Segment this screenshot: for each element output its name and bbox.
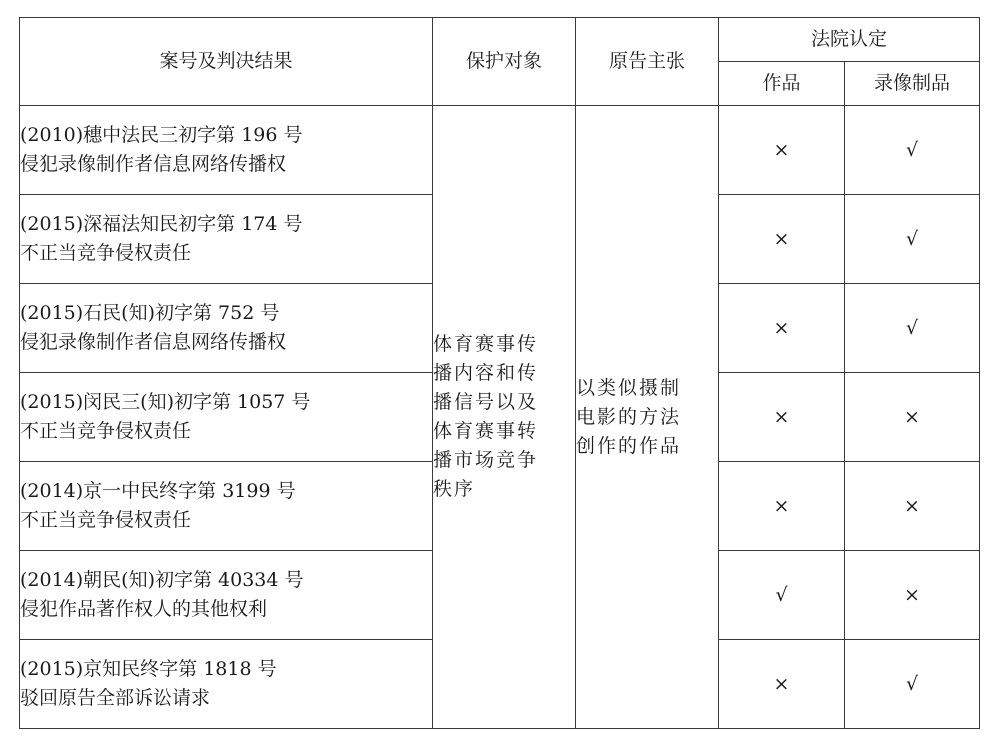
case-number: (2010)穗中法民三初字第 196 号 [20, 124, 303, 146]
case-table [19, 17, 980, 729]
header-work: 作品 [719, 62, 845, 106]
plaintiff-claim-line: 创作的作品 [576, 434, 682, 457]
video-mark: × [845, 373, 980, 462]
protected-object-cell [433, 106, 576, 729]
video-mark: √ [845, 106, 980, 195]
protected-object-line: 体育赛事转 [433, 420, 539, 442]
header-case: 案号及判决结果 [20, 18, 433, 106]
work-mark: × [719, 640, 845, 729]
case-cell [20, 640, 433, 729]
plaintiff-claim-line: 电影的方法 [576, 405, 682, 428]
case-number: (2015)京知民终字第 1818 号 [20, 658, 277, 680]
case-number: (2015)深福法知民初字第 174 号 [20, 213, 303, 235]
work-mark: × [719, 462, 845, 551]
case-result: 不正当竞争侵权责任 [20, 420, 192, 442]
table-row [20, 106, 980, 195]
work-mark: × [719, 373, 845, 462]
case-cell [20, 106, 433, 195]
protected-object-line: 体育赛事传 [433, 333, 539, 355]
protected-object-line: 播市场竞争 [433, 449, 539, 471]
header-plaintiff-claim: 原告主张 [576, 18, 719, 106]
work-mark: √ [719, 551, 845, 640]
case-number: (2014)京一中民终字第 3199 号 [20, 480, 296, 502]
video-mark: √ [845, 284, 980, 373]
header-video-product: 录像制品 [845, 62, 980, 106]
video-mark: √ [845, 195, 980, 284]
work-mark: × [719, 284, 845, 373]
case-number: (2015)闵民三(知)初字第 1057 号 [20, 391, 311, 413]
header-row-1 [20, 18, 980, 62]
case-cell [20, 551, 433, 640]
case-result: 不正当竞争侵权责任 [20, 242, 192, 264]
case-cell [20, 284, 433, 373]
plaintiff-claim-cell [576, 106, 719, 729]
case-result: 侵犯录像制作者信息网络传播权 [20, 331, 287, 353]
case-result: 侵犯录像制作者信息网络传播权 [20, 153, 287, 175]
protected-object-line: 秩序 [433, 478, 476, 500]
case-result: 驳回原告全部诉讼请求 [20, 687, 211, 709]
video-mark: × [845, 462, 980, 551]
case-cell [20, 195, 433, 284]
case-number: (2015)石民(知)初字第 752 号 [20, 302, 280, 324]
video-mark: × [845, 551, 980, 640]
case-number: (2014)朝民(知)初字第 40334 号 [20, 569, 304, 591]
work-mark: × [719, 106, 845, 195]
plaintiff-claim-line: 以类似摄制 [576, 376, 682, 399]
case-result: 不正当竞争侵权责任 [20, 509, 192, 531]
video-mark: √ [845, 640, 980, 729]
work-mark: × [719, 195, 845, 284]
protected-object-line: 播内容和传 [433, 362, 539, 384]
case-result: 侵犯作品著作权人的其他权利 [20, 598, 268, 620]
case-cell [20, 462, 433, 551]
case-cell [20, 373, 433, 462]
header-protected-object: 保护对象 [433, 18, 576, 106]
protected-object-line: 播信号以及 [433, 391, 539, 413]
header-court-finding: 法院认定 [719, 18, 980, 62]
